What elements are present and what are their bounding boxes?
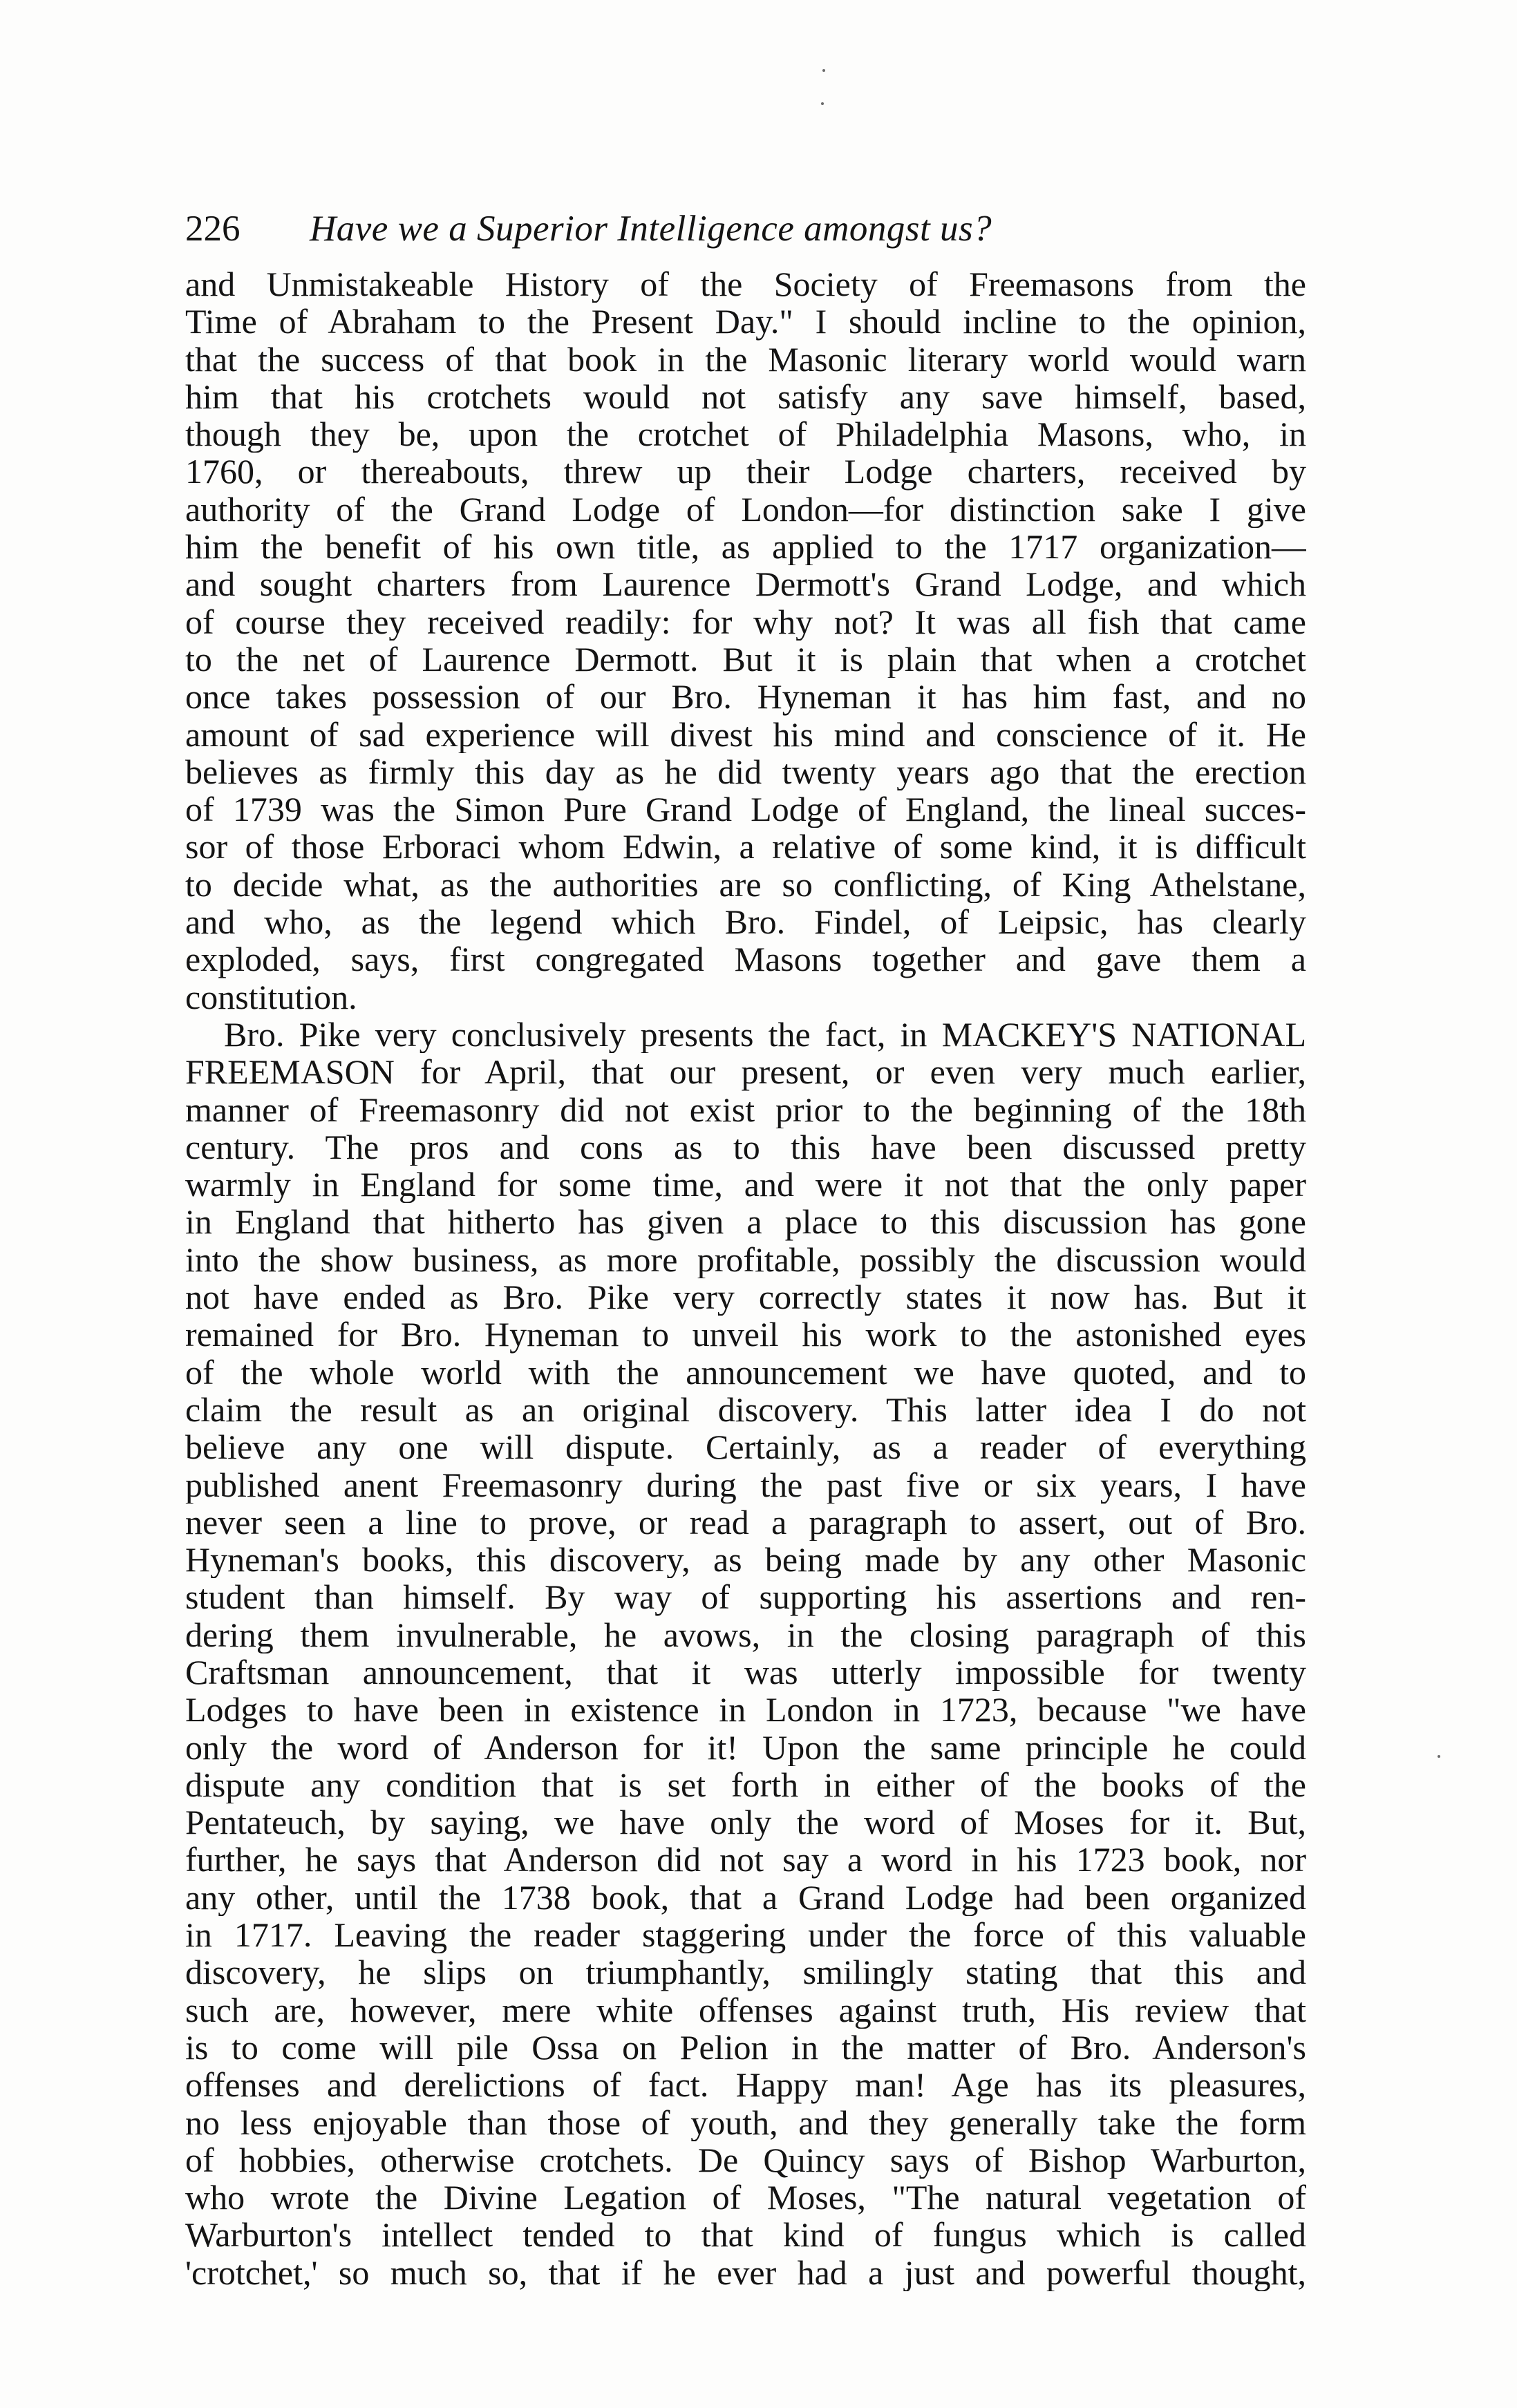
text-line: of course they received readily: for why not? It was all fish that came — [185, 603, 1306, 641]
text-line: of the whole world with the announcement we have quoted, and to — [185, 1353, 1306, 1391]
text-line: authority of the Grand Lodge of London—for distinction sake I give — [185, 490, 1306, 529]
text-line: him the benefit of his own title, as applied to the 1717 organization— — [185, 528, 1306, 566]
text-line: warmly in England for some time, and were it not that the only paper — [185, 1166, 1306, 1204]
text-line: to the net of Laurence Dermott. But it is plain that when a crotchet — [185, 640, 1306, 679]
text-line: manner of Freemasonry did not exist prior to the beginning of the 18th — [185, 1090, 1306, 1128]
text-line: Craftsman announcement, that it was utterly impossible for twenty — [185, 1653, 1306, 1691]
text-line: any other, until the 1738 book, that a Grand Lodge had been organized — [185, 1878, 1306, 1917]
text-line: who wrote the Divine Legation of Moses, "The natural vegetation of — [185, 2179, 1306, 2217]
running-title: Have we a Superior Intelligence amongst us? — [310, 209, 992, 249]
text-line: no less enjoyable than those of youth, and they generally take the form — [185, 2103, 1306, 2141]
text-line: once takes possession of our Bro. Hyneman it has him fast, and no — [185, 678, 1306, 716]
text-line: student than himself. By way of supporting his assertions and ren- — [185, 1578, 1306, 1616]
text-line: into the show business, as more profitable, possibly the discussion would — [185, 1240, 1306, 1279]
text-line: further, he says that Anderson did not say a word in his 1723 book, nor — [185, 1841, 1306, 1879]
text-line: Lodges to have been in existence in London in 1723, because "we have — [185, 1691, 1306, 1729]
text-line: Time of Abraham to the Present Day." I should incline to the opinion, — [185, 303, 1306, 341]
text-line: exploded, says, first congregated Masons together and gave them a — [185, 940, 1306, 978]
page-number: 226 — [185, 209, 241, 249]
text-line: to decide what, as the authorities are so conflicting, of King Athelstane, — [185, 865, 1306, 904]
text-line: dispute any condition that is set forth in either of the books of the — [185, 1765, 1306, 1804]
running-head — [185, 205, 1305, 253]
text-line: 1760, or thereabouts, threw up their Lodge charters, received by — [185, 453, 1306, 491]
text-line: dering them invulnerable, he avows, in the closing paragraph of this — [185, 1615, 1306, 1653]
paragraph-end-line: constitution. — [185, 978, 357, 1016]
scan-speck — [1438, 1755, 1440, 1758]
text-line: believe any one will dispute. Certainly, as a reader of everything — [185, 1428, 1306, 1466]
text-line: Hyneman's books, this discovery, as being made by any other Masonic — [185, 1541, 1306, 1579]
text-line: believes as firmly this day as he did twenty years ago that the erection — [185, 752, 1306, 791]
paragraph-start-line: Bro. Pike very conclusively presents the fact, in MACKEY'S NATIONAL — [224, 1015, 1306, 1054]
text-line: sor of those Erboraci whom Edwin, a relative of some kind, it is difficult — [185, 828, 1306, 866]
text-line: of 1739 was the Simon Pure Grand Lodge of England, the lineal succes- — [185, 790, 1306, 828]
text-line: that the success of that book in the Masonic literary world would warn — [185, 340, 1306, 378]
body-text — [185, 265, 1306, 2291]
text-line: discovery, he slips on triumphantly, smilingly stating that this and — [185, 1953, 1306, 1991]
text-line: published anent Freemasonry during the past five or six years, I have — [185, 1466, 1306, 1504]
text-line: Warburton's intellect tended to that kind of fungus which is called — [185, 2216, 1306, 2254]
text-line: in 1717. Leaving the reader staggering under the force of this valuable — [185, 1916, 1306, 1954]
text-line: and sought charters from Laurence Dermott's Grand Lodge, and which — [185, 565, 1306, 603]
text-line: offenses and derelictions of fact. Happy man! Age has its pleasures, — [185, 2066, 1306, 2104]
text-line: never seen a line to prove, or read a paragraph to assert, out of Bro. — [185, 1503, 1306, 1542]
text-line: of hobbies, otherwise crotchets. De Quincy says of Bishop Warburton, — [185, 2141, 1306, 2179]
text-line: only the word of Anderson for it! Upon the same principle he could — [185, 1728, 1306, 1766]
text-line: and who, as the legend which Bro. Findel, of Leipsic, has clearly — [185, 903, 1306, 941]
text-line: and Unmistakeable History of the Society of Freemasons from the — [185, 265, 1306, 303]
text-line: though they be, upon the crotchet of Philadelphia Masons, who, in — [185, 415, 1306, 453]
text-line: amount of sad experience will divest his mind and conscience of it. He — [185, 715, 1306, 753]
text-line: 'crotchet,' so much so, that if he ever had a just and powerful thought, — [185, 2253, 1306, 2292]
scan-speck — [822, 69, 825, 72]
text-line: Pentateuch, by saying, we have only the word of Moses for it. But, — [185, 1803, 1306, 1841]
text-line: him that his crotchets would not satisfy any save himself, based, — [185, 377, 1306, 416]
text-line: not have ended as Bro. Pike very correctly states it now has. But it — [185, 1278, 1306, 1316]
text-line: century. The pros and cons as to this have been discussed pretty — [185, 1128, 1306, 1166]
text-line: is to come will pile Ossa on Pelion in the matter of Bro. Anderson's — [185, 2028, 1306, 2067]
text-line: remained for Bro. Hyneman to unveil his work to the astonished eyes — [185, 1316, 1306, 1354]
text-line: claim the result as an original discovery. This latter idea I do not — [185, 1390, 1306, 1429]
text-line: in England that hitherto has given a place to this discussion has gone — [185, 1203, 1306, 1241]
text-line: FREEMASON for April, that our present, or even very much earlier, — [185, 1053, 1306, 1091]
text-line: such are, however, mere white offenses against truth, His review that — [185, 1991, 1306, 2029]
scan-speck — [821, 102, 824, 105]
